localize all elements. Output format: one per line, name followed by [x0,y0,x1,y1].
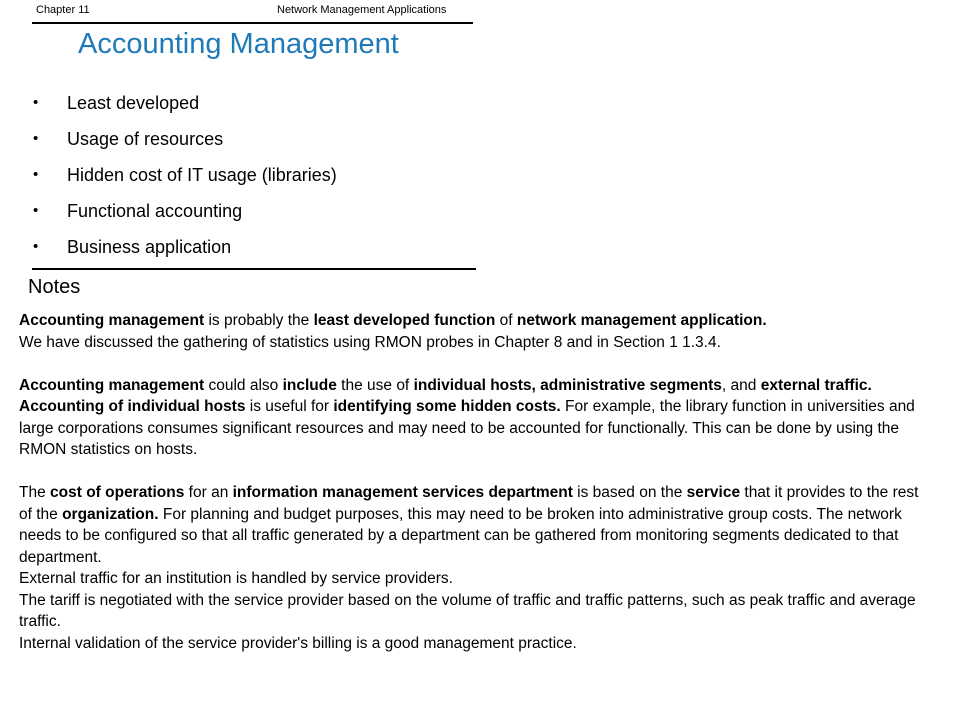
bullet-dot-icon: • [33,94,39,111]
slide-title: Accounting Management [78,28,399,60]
notes-body [19,310,934,654]
notes-run: network management application. [516,312,767,329]
notes-run: Accounting of individual hosts [19,398,246,415]
notes-run: the use of [336,376,414,394]
bullet-text: Business application [67,237,232,257]
notes-run: organization. [62,505,159,523]
notes-run: information management services department [232,484,573,501]
notes-run: , and [721,376,761,394]
notes-paragraph-5 [19,482,934,568]
notes-run: that it provides to the rest of the [19,484,919,523]
notes-run: Accounting management [19,376,205,394]
bullet-text: Usage of resources [67,129,224,149]
paragraph-gap [19,461,934,483]
bullet-dot-icon: • [33,130,39,147]
notes-paragraph-7: The tariff is negotiated with the service provider based on the volume of traffic and traffic patterns, such as peak traffic and average traffic. [19,591,916,630]
notes-run: For example, the library function in universities and large corporations consumes significant resources and may need to be accounted for functionally. This can be done by using the RMON statistics on hosts. [19,398,915,458]
notes-run: Accounting management [19,312,205,329]
notes-run: least developed function [313,312,496,329]
bullet-text: Functional accounting [67,201,243,221]
notes-run: service [686,484,741,501]
notes-run: For planning and budget purposes, this may need to be broken into administrative group costs. The network needs to be configured so that all traffic generated by a department can be gathered from monitoring segments dedicated to that department. [19,505,902,566]
bullet-text: Least developed [67,93,200,113]
notes-run: include [282,376,337,394]
notes-paragraph-1 [19,310,934,332]
notes-paragraph-2: We have discussed the gathering of statistics using RMON probes in Chapter 8 and in Section 1 1.3.4. [19,333,721,351]
bullet-dot-icon: • [33,238,39,255]
notes-run: The [19,484,51,501]
notes-paragraph-6: External traffic for an institution is handled by service providers. [19,570,453,587]
chapter-label: Chapter 11 [36,4,90,16]
bullet-dot-icon: • [33,202,39,219]
notes-run: could also [204,376,283,394]
notes-run: for an [184,484,233,501]
book-title: Network Management Applications [277,4,447,16]
slide-divider [32,268,476,270]
notes-run: external traffic. [760,376,872,394]
bullet-text: Hidden cost of IT usage (libraries) [67,165,337,185]
notes-run: is probably the [204,312,314,329]
notes-paragraph-3 [19,375,934,397]
notes-run: is useful for [245,398,334,415]
notes-heading: Notes [28,276,81,298]
paragraph-gap [19,353,934,375]
notes-run: individual hosts, administrative segments [413,376,722,394]
notes-paragraph-4 [19,396,934,461]
notes-run: is based on the [572,484,687,501]
notes-run: cost of operations [50,484,185,501]
bullet-dot-icon: • [33,166,39,183]
notes-run: of [495,312,517,329]
header-divider [32,22,473,24]
notes-run: identifying some hidden costs. [333,398,561,415]
notes-paragraph-8: Internal validation of the service provider's billing is a good management practice. [19,634,577,652]
